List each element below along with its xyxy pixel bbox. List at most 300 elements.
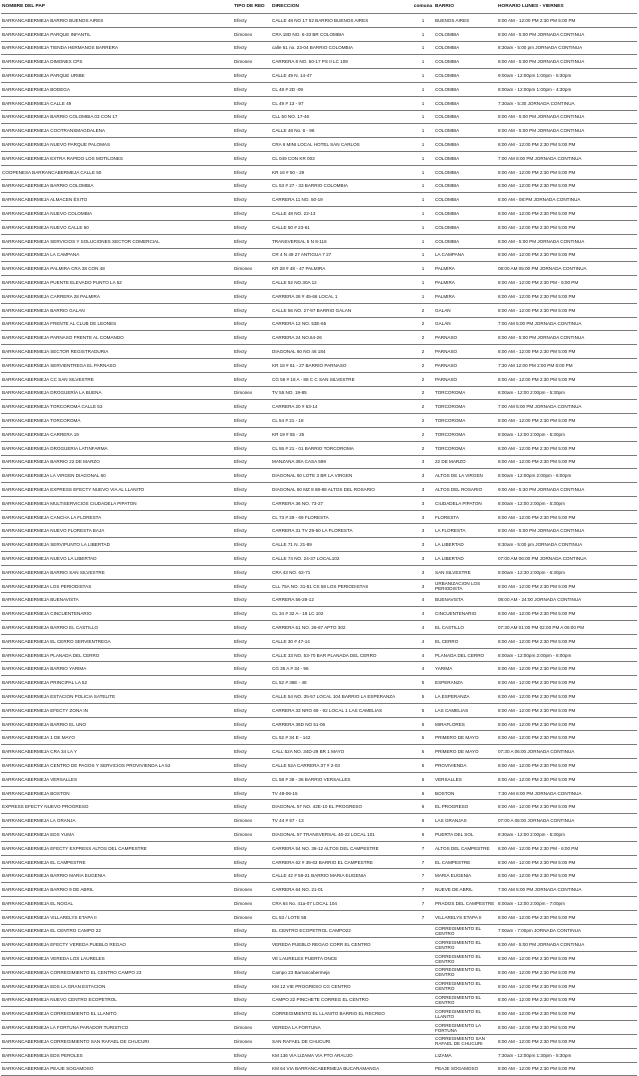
header-direccion: DIRECCION [271,0,412,14]
cell-nombre: BARRANCABERMEJA PEAJE SOGAMOSO [1,1062,233,1076]
cell-horario: 7:00 AM 5:00 PM JORNADA CONTINUA [497,317,637,331]
cell-comuna [412,1007,434,1021]
cell-barrio: TORCOROMA [434,427,497,441]
table-row [1,27,637,41]
cell-barrio: COLOMBIA [434,179,497,193]
cell-horario: 8:00 AM - 5:00 PM JORNADA CONTINUA [497,524,637,538]
cell-horario: 8:00 AM - 12:00 PM 2:30 PM 5:00 PM [497,634,637,648]
table-row [1,262,637,276]
cell-barrio: COLOMBIA [434,69,497,83]
cell-comuna: 3 [412,455,434,469]
table-row [1,593,637,607]
cell-barrio: BOSTON [434,786,497,800]
cell-horario: 8:00 AM - 12:00 PM 2:30 PM 5:00 PM [497,869,637,883]
header-comuna: comuna [412,0,434,14]
cell-direccion: CARRERA 11 NO. 50-19 [271,193,412,207]
cell-tipo-red: Efecty [233,979,271,993]
cell-comuna [412,1034,434,1048]
cell-horario: 8:00am - 12:00 2:00pm - 7:00pm [497,897,637,911]
cell-nombre: BARRANCABERMEJA BARRIO 9 DE ABRIL [1,883,233,897]
cell-direccion: TV 48-06-15 [271,786,412,800]
cell-direccion: KR 28 # 48 - 47 PALMIRA [271,262,412,276]
table-row [1,924,637,938]
table-row [1,648,637,662]
cell-horario: 8:00 AM - 5:00 PM JORNADA CONTINUA [497,124,637,138]
cell-barrio: TORCOROMA [434,414,497,428]
cell-direccion: CARRERA 28 # 45-66 LOCAL 1 [271,289,412,303]
cell-horario: 8:00 AM - 12:00 PM 2:30 PM 5:00 PM [497,952,637,966]
cell-horario: 8:00am - 12:00 2:00pm - 5:30pm [497,496,637,510]
cell-barrio: LA FLORESTA [434,524,497,538]
cell-tipo-red: Efecty [233,731,271,745]
cell-comuna [412,924,434,938]
cell-comuna: 6 [412,828,434,842]
cell-comuna: 1 [412,165,434,179]
cell-tipo-red: Efecty [233,621,271,635]
cell-direccion: VE LAURELES PUERTA ONCE [271,952,412,966]
cell-horario: 8:00am - 12:00pm 2:00pm - 6:00pm [497,648,637,662]
table-row [1,331,637,345]
cell-nombre: BARRANCABERMEJA PLANADA DEL CERRO [1,648,233,662]
table-row [1,759,637,773]
table-row [1,565,637,579]
cell-comuna: 3 [412,565,434,579]
cell-comuna [412,965,434,979]
cell-barrio: EL CERRO [434,634,497,648]
cell-comuna: 1 [412,207,434,221]
table-row [1,1021,637,1035]
cell-comuna: 5 [412,690,434,704]
cell-horario: 8:00 AM - 12:00 PM 2:30 PM 5:00 PM [497,455,637,469]
cell-barrio: CORREGIMIENTO EL CENTRO [434,979,497,993]
cell-nombre: BARRANCABERMEJA LOS PERIODISTAS [1,579,233,593]
cell-direccion: CRA 18D NO. 6-33 BR COLOMBIA [271,27,412,41]
cell-horario: 8:00 AM - 12:00 PM 2:30 PM 5:00 PM [497,1007,637,1021]
cell-nombre: BARRANCABERMEJA BARRIO YARIMA [1,662,233,676]
cell-comuna [412,993,434,1007]
cell-nombre: BARRANCABERMEJA SERVICIOS Y SOLUCIONES SECTOR COMERCIAL [1,234,233,248]
cell-tipo-red: Efecty [233,841,271,855]
cell-nombre: BARRANCABERMEJA SECTOR REGISTRADURIA [1,345,233,359]
cell-comuna: 1 [412,27,434,41]
cell-direccion: CALLE 74 NO. 24-37 LOCAL102 [271,552,412,566]
cell-comuna: 2 [412,345,434,359]
cell-comuna [412,952,434,966]
table-row [1,372,637,386]
cell-tipo-red: Efecty [233,593,271,607]
cell-tipo-red: Dimonex [233,883,271,897]
cell-horario: 8:00 AM - 5:00 PM JORNADA CONTINUA [497,234,637,248]
cell-horario: 8:00 AM - 12:00 PM 2:30 PM 5:00 PM [497,717,637,731]
cell-direccion: CALLE 71 N. 21-89 [271,538,412,552]
cell-comuna: 1 [412,41,434,55]
cell-tipo-red: Dimonex [233,1034,271,1048]
cell-horario: 8:00 AM - 12:00 PM 2:30 PM 5:00 PM [497,1062,637,1076]
cell-comuna: 1 [412,234,434,248]
cell-barrio: PROVIVIENDA [434,759,497,773]
table-row [1,248,637,262]
cell-barrio: COLOMBIA [434,124,497,138]
cell-comuna: 1 [412,151,434,165]
cell-horario: 8:00 AM - 12:00 PM 2:30 PM 5:00 PM [497,207,637,221]
cell-barrio: LA ESPERANZA [434,690,497,704]
cell-nombre: BARRANCABERMEJA BARRIO GALAN [1,303,233,317]
cell-tipo-red: Efecty [233,234,271,248]
cell-tipo-red: Efecty [233,400,271,414]
cell-direccion: CALLE 48 NO. 22-13 [271,207,412,221]
cell-barrio: NUEVE DE ABRIL [434,883,497,897]
cell-tipo-red: Efecty [233,69,271,83]
cell-horario: 08:00 AM 05:00 PM JORNADA CONTINUA [497,262,637,276]
table-row [1,855,637,869]
cell-tipo-red: Efecty [233,938,271,952]
cell-direccion: CARRERA 36D NO 51-06 [271,717,412,731]
cell-tipo-red: Efecty [233,993,271,1007]
cell-comuna: 2 [412,331,434,345]
cell-direccion: KR 18 # 61 - 27 BARRIO PARNASO [271,358,412,372]
table-row [1,993,637,1007]
cell-horario: 07:00 AM 06:00 PM JORNADA CONTINUA [497,552,637,566]
table-row [1,151,637,165]
table-row [1,414,637,428]
cell-barrio: CORREGIMIENTO EL LLANITO [434,1007,497,1021]
cell-comuna: 2 [412,427,434,441]
cell-tipo-red: Efecty [233,772,271,786]
table-row [1,496,637,510]
cell-direccion: CG 35 A # 34 - 96 [271,662,412,676]
cell-comuna: 3 [412,579,434,593]
cell-tipo-red: Efecty [233,690,271,704]
table-row [1,690,637,704]
cell-tipo-red: Efecty [233,220,271,234]
cell-barrio: GALÁN [434,317,497,331]
cell-barrio: COLOMBIA [434,234,497,248]
cell-horario: 08:00 AM - 24:00 JORNADA CONTINUA [497,593,637,607]
cell-tipo-red: Efecty [233,552,271,566]
cell-nombre: BARRANCABERMEJA BARRIO COLOMBIA 03 CON 17 [1,110,233,124]
cell-tipo-red: Efecty [233,745,271,759]
cell-barrio: CORREGIMIENTO EL CENTRO [434,952,497,966]
cell-nombre: BARRANCABERMEJA EFECTY EXPRESS ALTOS DEL CAMPESTRE [1,841,233,855]
cell-barrio: 22 DE MARZO [434,455,497,469]
cell-tipo-red: Efecty [233,193,271,207]
cell-barrio: COLOMBIA [434,55,497,69]
cell-horario: 8:00 AM - 5:00 PM JORNADA CONTINUA [497,331,637,345]
cell-tipo-red: Efecty [233,14,271,28]
cell-barrio: FLORESTA [434,510,497,524]
cell-tipo-red: Efecty [233,289,271,303]
cell-nombre: BARRANCABERMEJA PUENTE ELEVADO PUNTO LA 52 [1,276,233,290]
cell-direccion: CLL 50 NO. 17-46 [271,110,412,124]
cell-horario: 8:00 AM - 12:00 PM 2:30 PM 5:00 PM [497,703,637,717]
cell-nombre: BARRANCABERMEJA COOTRANSMAGDALENA [1,124,233,138]
cell-horario: 07:00 A 06:00 JORNADA CONTINUA [497,814,637,828]
cell-tipo-red: Efecty [233,483,271,497]
cell-tipo-red: Efecty [233,676,271,690]
cell-direccion: CARRERA 54 NO. 36-12 ALTOS DEL CAMPESTRE [271,841,412,855]
cell-direccion: CRA 64 No. 41a-07 LOCAL 104 [271,897,412,911]
cell-nombre: EXPRESS EFECTY NUEVO PROGRESO [1,800,233,814]
cell-tipo-red: Efecty [233,855,271,869]
cell-comuna: 3 [412,483,434,497]
cell-comuna: 4 [412,607,434,621]
cell-barrio: LA LIBERTAD [434,538,497,552]
cell-horario: 8:00 AM - 12:00 PM 2:30 PM 5:00 PM [497,979,637,993]
cell-barrio: CORREGIMIENTO EL CENTRO [434,938,497,952]
cell-horario: 8:00 AM - 12:00 PM 2:30 PM 5:00 PM [497,800,637,814]
cell-nombre: BARRANCABERMEJA CINCUENTENARIO [1,607,233,621]
cell-direccion: CALLE 56 NO. 27-97 BARRIO GALAN [271,303,412,317]
table-row [1,469,637,483]
table-row [1,400,637,414]
cell-tipo-red: Dimonex [233,910,271,924]
cell-barrio: PRIMERO DE MAYO [434,745,497,759]
cell-comuna: 7 [412,869,434,883]
cell-horario: 8:00am - 12:00pm 2:00pm - 6:00pm [497,469,637,483]
cell-direccion: DIAGONAL 57 NO. 42E-10 EL PROGRESO [271,800,412,814]
table-row [1,731,637,745]
table-row [1,510,637,524]
cell-horario: 8:00 AM - 12:00 PM 2:30 PM 5:00 PM [497,676,637,690]
cell-barrio: COLOMBIA [434,82,497,96]
table-row [1,455,637,469]
table-row [1,165,637,179]
cell-tipo-red: Efecty [233,869,271,883]
cell-nombre: BARRANCABERMEJA CANCHA LA FLORESTA [1,510,233,524]
cell-comuna: 1 [412,248,434,262]
cell-tipo-red: Efecty [233,41,271,55]
cell-nombre: COOPENESA BARRANCABERMEJA CALLE 50 [1,165,233,179]
cell-comuna: 1 [412,289,434,303]
cell-comuna: 2 [412,317,434,331]
table-row [1,358,637,372]
table-row [1,234,637,248]
cell-barrio: TORCOROMA [434,386,497,400]
cell-direccion: CARRERA 12 NO. 53E-65 [271,317,412,331]
cell-nombre: BARRANCABERMEJA 1 DE MAYO [1,731,233,745]
cell-barrio: PLANADA DEL CERRO [434,648,497,662]
table-row [1,69,637,83]
cell-horario: 7:00 AM 6:00 PM JORNADA CONTINUA [497,151,637,165]
cell-direccion: CRA 43 NO. 62-71 [271,565,412,579]
cell-nombre: BARRANCABERMEJA EL CAMPESTRE [1,855,233,869]
cell-direccion: DIAGONAL 60 MZ 8 88-88 ALTOS DEL ROSARIO [271,483,412,497]
cell-horario: 8:00am - 12:00 2:00pm - 5:30pm [497,427,637,441]
cell-direccion: CL 73 # 29 - 69 FLORESTA [271,510,412,524]
cell-comuna: 1 [412,262,434,276]
cell-tipo-red: Efecty [233,345,271,359]
cell-horario: 07:30 A 06:00 JORNADA CONTINUA [497,745,637,759]
table-row [1,193,637,207]
cell-tipo-red: Efecty [233,96,271,110]
cell-nombre: BARRANCABERMEJA EL CENTRO CAMPO 22 [1,924,233,938]
cell-direccion: CL 53 / LOTE 58 [271,910,412,924]
cell-tipo-red: Efecty [233,138,271,152]
table-row [1,303,637,317]
cell-direccion: CALLE 52 NO.30A 12 [271,276,412,290]
table-row [1,441,637,455]
cell-horario: 8:30am - 5:00 pm JORNADA CONTINUA [497,41,637,55]
cell-direccion: TV 55 NO. 19-85 [271,386,412,400]
cell-barrio: MIRAFLORES [434,717,497,731]
cell-direccion: CL 55 # 21 - 01 BARRIO TORCOROMA [271,441,412,455]
table-row [1,883,637,897]
cell-nombre: BARRANCABERMEJA SERVIENTREGA EL PARNASO [1,358,233,372]
cell-nombre: BARRANCABERMEJA VEREDA LOS LAURELES [1,952,233,966]
cell-comuna: 5 [412,731,434,745]
cell-tipo-red: Dimonex [233,814,271,828]
cell-comuna: 4 [412,662,434,676]
cell-tipo-red: Efecty [233,317,271,331]
table-row [1,869,637,883]
table-row [1,1007,637,1021]
cell-nombre: BARRANCABERMEJA EFECTY ZONA IN [1,703,233,717]
cell-nombre: BARRANCABERMEJA NUEVO COLOMBIA [1,207,233,221]
cell-direccion: CARRERA 51 NO. 26-87 APTO 302 [271,621,412,635]
cell-nombre: BARRANCABERMEJA DIMONEX CPS [1,55,233,69]
cell-direccion: CALLE 54 NO. 35-57 LOCAL 104 BARRIO LA ESPERANZA [271,690,412,704]
table-row [1,965,637,979]
cell-direccion: KM 136 VIA LIZAMA VIA PTO ARAUJO [271,1048,412,1062]
header-tipo-red: TIPO DE RED [233,0,271,14]
cell-comuna: 2 [412,386,434,400]
cell-comuna: 2 [412,358,434,372]
cell-direccion: CARRERA 8 NO. 50-17 PS II LC 109 [271,55,412,69]
cell-horario: 7:30am - 5:30 JORNADA CONTINUA [497,96,637,110]
cell-nombre: BARRANCABERMEJA EFECTY VEREDA PUEBLO REGAO [1,938,233,952]
cell-comuna: 4 [412,634,434,648]
cell-tipo-red: Efecty [233,759,271,773]
table-row [1,897,637,911]
cell-comuna: 4 [412,621,434,635]
cell-direccion: KR 16 # 50 - 29 [271,165,412,179]
cell-horario: 8:00 AM - 12:00 PM 2:30 PM 5:00 PM [497,441,637,455]
table-row [1,717,637,731]
cell-nombre: BARRANCABERMEJA LA GRANJA [1,814,233,828]
cell-nombre: BARRANCABERMEJA LA VIRGEN DIAGONAL 60 [1,469,233,483]
cell-barrio: COLOMBIA [434,27,497,41]
cell-nombre: BARRANCABERMEJA PARNASO FRENTE AL COMANDO [1,331,233,345]
cell-tipo-red: Efecty [233,952,271,966]
cell-nombre: BARRANCABERMEJA SERVIPUNTO LA LIBERTAD [1,538,233,552]
cell-nombre: BARRANCABERMEJA LA CAMPANA [1,248,233,262]
cell-barrio: VERSALLES [434,772,497,786]
cell-horario: 8:00 AM - 12:00 PM 2:30 PM 5:00 PM [497,138,637,152]
cell-comuna: 1 [412,193,434,207]
cell-direccion: CALLE 33 NO. 53-70 BAR PLANADA DEL CERRO [271,648,412,662]
cell-nombre: BARRANCABERMEJA NUEVO FLORESTA BAJA [1,524,233,538]
cell-nombre: BARRANCABERMEJA BARRIO COLOMBIA [1,179,233,193]
cell-barrio: PARNASO [434,331,497,345]
cell-direccion: CORREGIMIENTO EL LLANITO BARRIO EL RECREO [271,1007,412,1021]
table-row [1,552,637,566]
cell-tipo-red: Efecty [233,82,271,96]
cell-nombre: BARRANCABERMEJA ESTACION POLICIA SATELITE [1,690,233,704]
cell-nombre: BARRANCABERMEJA NUEVO CALLE 50 [1,220,233,234]
cell-tipo-red: Efecty [233,924,271,938]
table-row [1,952,637,966]
cell-barrio: LAS GRANJAS [434,814,497,828]
table-row [1,979,637,993]
cell-comuna: 1 [412,124,434,138]
cell-horario: 8:00 AM - 08:PM JORNADA CONTINUA [497,193,637,207]
cell-direccion: EL CENTRO ECOPETROL CAMPO22 [271,924,412,938]
cell-tipo-red: Dimonex [233,55,271,69]
cell-horario: 7:00 AM 5:00 PM JORNADA CONTINUA [497,400,637,414]
cell-comuna: 7 [412,910,434,924]
cell-horario: 8:00am - 12:00 2:00pm - 5:30pm [497,386,637,400]
cell-comuna: 1 [412,55,434,69]
cell-horario: 8:00 AM - 12:00 PM 2:30 PM 5:00 PM [497,248,637,262]
cell-direccion: CL 52 # 36E - 48 [271,676,412,690]
cell-horario: 8:00 AM - 12:00 PM 2:30 PM - 6:00 PM [497,841,637,855]
cell-direccion: DIAGONAL 60 NO 46 184 [271,345,412,359]
cell-horario: 8:00 AM - 12:00 PM 2:30 PM 5:00 PM [497,1034,637,1048]
cell-barrio: PALMIRA [434,276,497,290]
cell-horario: 8:00 AM - 12:00 PM 2:30 PM 5:00 PM [497,372,637,386]
cell-nombre: BARRANCABERMEJA EL NOGAL [1,897,233,911]
table-row [1,1034,637,1048]
table-row [1,621,637,635]
cell-comuna [412,1021,434,1035]
cell-horario: 7:00am - 7:00pm JORNADA CONTINUA [497,924,637,938]
cell-comuna [412,1048,434,1062]
cell-tipo-red: Dimonex [233,1021,271,1035]
cell-nombre: BARRANCABERMEJA PARQUE URIBE [1,69,233,83]
table-row [1,14,637,28]
cell-comuna: 7 [412,855,434,869]
cell-barrio: TORCOROMA [434,400,497,414]
cell-direccion: MANZANA 38A CASA 599 [271,455,412,469]
table-row [1,841,637,855]
cell-tipo-red: Efecty [233,496,271,510]
cell-tipo-red: Efecty [233,1062,271,1076]
cell-barrio: CORREGIMIENTO EL CENTRO [434,924,497,938]
cell-tipo-red: Efecty [233,151,271,165]
table-row [1,1062,637,1076]
cell-nombre: BARRANCABERMEJA CC SAN SILVESTRE [1,372,233,386]
cell-tipo-red: Efecty [233,965,271,979]
cell-tipo-red: Efecty [233,276,271,290]
table-row [1,55,637,69]
cell-barrio: YARIMA [434,662,497,676]
cell-direccion: calle 51 no. 23-04 BARRIO COLOMBIA [271,41,412,55]
table-row [1,345,637,359]
cell-horario: 7:30 AM 6:00 PM JORNADA CONTINUA [497,786,637,800]
table-row [1,124,637,138]
cell-comuna: 2 [412,441,434,455]
cell-direccion: CL 34 # 32 A - 19 LC 102 [271,607,412,621]
table-row [1,524,637,538]
cell-nombre: BARRANCABERMEJA TIENDA HERMANOS BARRERA [1,41,233,55]
cell-nombre: BARRANCABERMEJA BARRIO 22 DE MARZO [1,455,233,469]
cell-horario: 8:00 AM - 12:00 PM 2:30 PM 5:00 PM [497,772,637,786]
cell-comuna: 3 [412,469,434,483]
table-row [1,828,637,842]
cell-horario: 8:00 AM - 12:00 PM 2:30 PM 5:00 PM [497,220,637,234]
cell-tipo-red: Efecty [233,1007,271,1021]
table-body [1,14,637,1076]
cell-nombre: BARRANCABERMEJA CENTRO DE PAGOS Y SERVICIOS PROVIVIENDA LA 52 [1,759,233,773]
cell-horario: 7:00 AM 5:00 PM JORNADA CONTINUA [497,883,637,897]
cell-nombre: BARRANCABERMEJA DROGUERÍA LA BUENA [1,386,233,400]
cell-barrio: PARNASO [434,358,497,372]
cell-horario: 8:00 AM - 12:00 PM 2:30 PM 5:00 PM [497,579,637,593]
cell-comuna [412,938,434,952]
cell-nombre: BARRANCABERMEJA EL CERRO SERVIENTREGA [1,634,233,648]
cell-comuna: 1 [412,14,434,28]
cell-tipo-red: Dimonex [233,262,271,276]
